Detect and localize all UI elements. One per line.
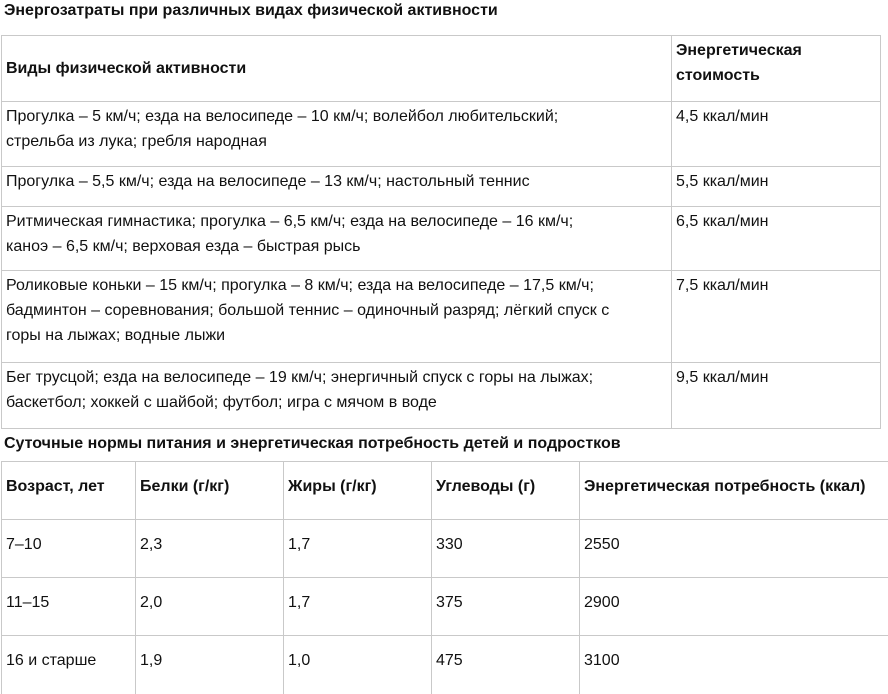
carbs-cell: 330 <box>432 520 580 578</box>
table-row <box>2 520 888 578</box>
table-header-row <box>2 462 888 520</box>
activity-line: бадминтон – соревнования; большой теннис – одиночный разряд; лёгкий спуск с <box>6 302 610 319</box>
table-row <box>2 636 888 694</box>
fat-cell: 1,7 <box>284 520 432 578</box>
carbs-column-header: Углеводы (г) <box>432 462 580 520</box>
activity-line: Прогулка – 5,5 км/ч; езда на велосипеде – 13 км/ч; настольный теннис <box>6 173 530 190</box>
age-cell: 11–15 <box>2 578 136 636</box>
carbs-cell: 475 <box>432 636 580 694</box>
activity-cell <box>2 271 672 363</box>
cost-cell: 4,5 ккал/мин <box>672 102 881 167</box>
protein-column-header: Белки (г/кг) <box>136 462 284 520</box>
energy-column-header: Энергетическая потребность (ккал) <box>580 462 888 520</box>
protein-cell: 2,0 <box>136 578 284 636</box>
table-row <box>2 102 881 167</box>
cost-column-header <box>672 36 881 102</box>
cost-header-line: стоимость <box>676 67 760 84</box>
nutrition-norms-title: Суточные нормы питания и энергетическая потребность детей и подростков <box>4 435 621 452</box>
table-row <box>2 363 881 429</box>
activity-line: Бег трусцой; езда на велосипеде – 19 км/ч; энергичный спуск с горы на лыжах; <box>6 369 594 386</box>
activity-cell <box>2 167 672 207</box>
cost-header-line: Энергетическая <box>676 42 802 59</box>
activity-line: Ритмическая гимнастика; прогулка – 6,5 км/ч; езда на велосипеде – 16 км/ч; <box>6 213 574 230</box>
energy-cell: 2900 <box>580 578 888 636</box>
protein-cell: 1,9 <box>136 636 284 694</box>
age-column-header: Возраст, лет <box>2 462 136 520</box>
fat-cell: 1,0 <box>284 636 432 694</box>
table-row <box>2 578 888 636</box>
energy-cell: 3100 <box>580 636 888 694</box>
energy-costs-table <box>1 35 881 429</box>
activity-line: Прогулка – 5 км/ч; езда на велосипеде – 10 км/ч; волейбол любительский; <box>6 108 559 125</box>
table-header-row <box>2 36 881 102</box>
activity-column-header: Виды физической активности <box>2 36 672 102</box>
activity-line: стрельба из лука; гребля народная <box>6 133 267 150</box>
table-row <box>2 207 881 271</box>
nutrition-norms-table <box>1 461 888 694</box>
cost-cell: 9,5 ккал/мин <box>672 363 881 429</box>
age-cell: 16 и старше <box>2 636 136 694</box>
fat-cell: 1,7 <box>284 578 432 636</box>
cost-cell: 5,5 ккал/мин <box>672 167 881 207</box>
fat-column-header: Жиры (г/кг) <box>284 462 432 520</box>
activity-line: каноэ – 6,5 км/ч; верховая езда – быстрая рысь <box>6 238 361 255</box>
protein-cell: 2,3 <box>136 520 284 578</box>
age-cell: 7–10 <box>2 520 136 578</box>
activity-line: баскетбол; хоккей с шайбой; футбол; игра с мячом в воде <box>6 394 437 411</box>
activity-cell <box>2 102 672 167</box>
activity-line: Роликовые коньки – 15 км/ч; прогулка – 8 км/ч; езда на велосипеде – 17,5 км/ч; <box>6 277 594 294</box>
table-row <box>2 167 881 207</box>
energy-cell: 2550 <box>580 520 888 578</box>
energy-costs-title: Энергозатраты при различных видах физической активности <box>4 2 498 19</box>
cost-cell: 6,5 ккал/мин <box>672 207 881 271</box>
activity-line: горы на лыжах; водные лыжи <box>6 327 226 344</box>
table-row <box>2 271 881 363</box>
carbs-cell: 375 <box>432 578 580 636</box>
activity-cell <box>2 207 672 271</box>
activity-cell <box>2 363 672 429</box>
cost-cell: 7,5 ккал/мин <box>672 271 881 363</box>
